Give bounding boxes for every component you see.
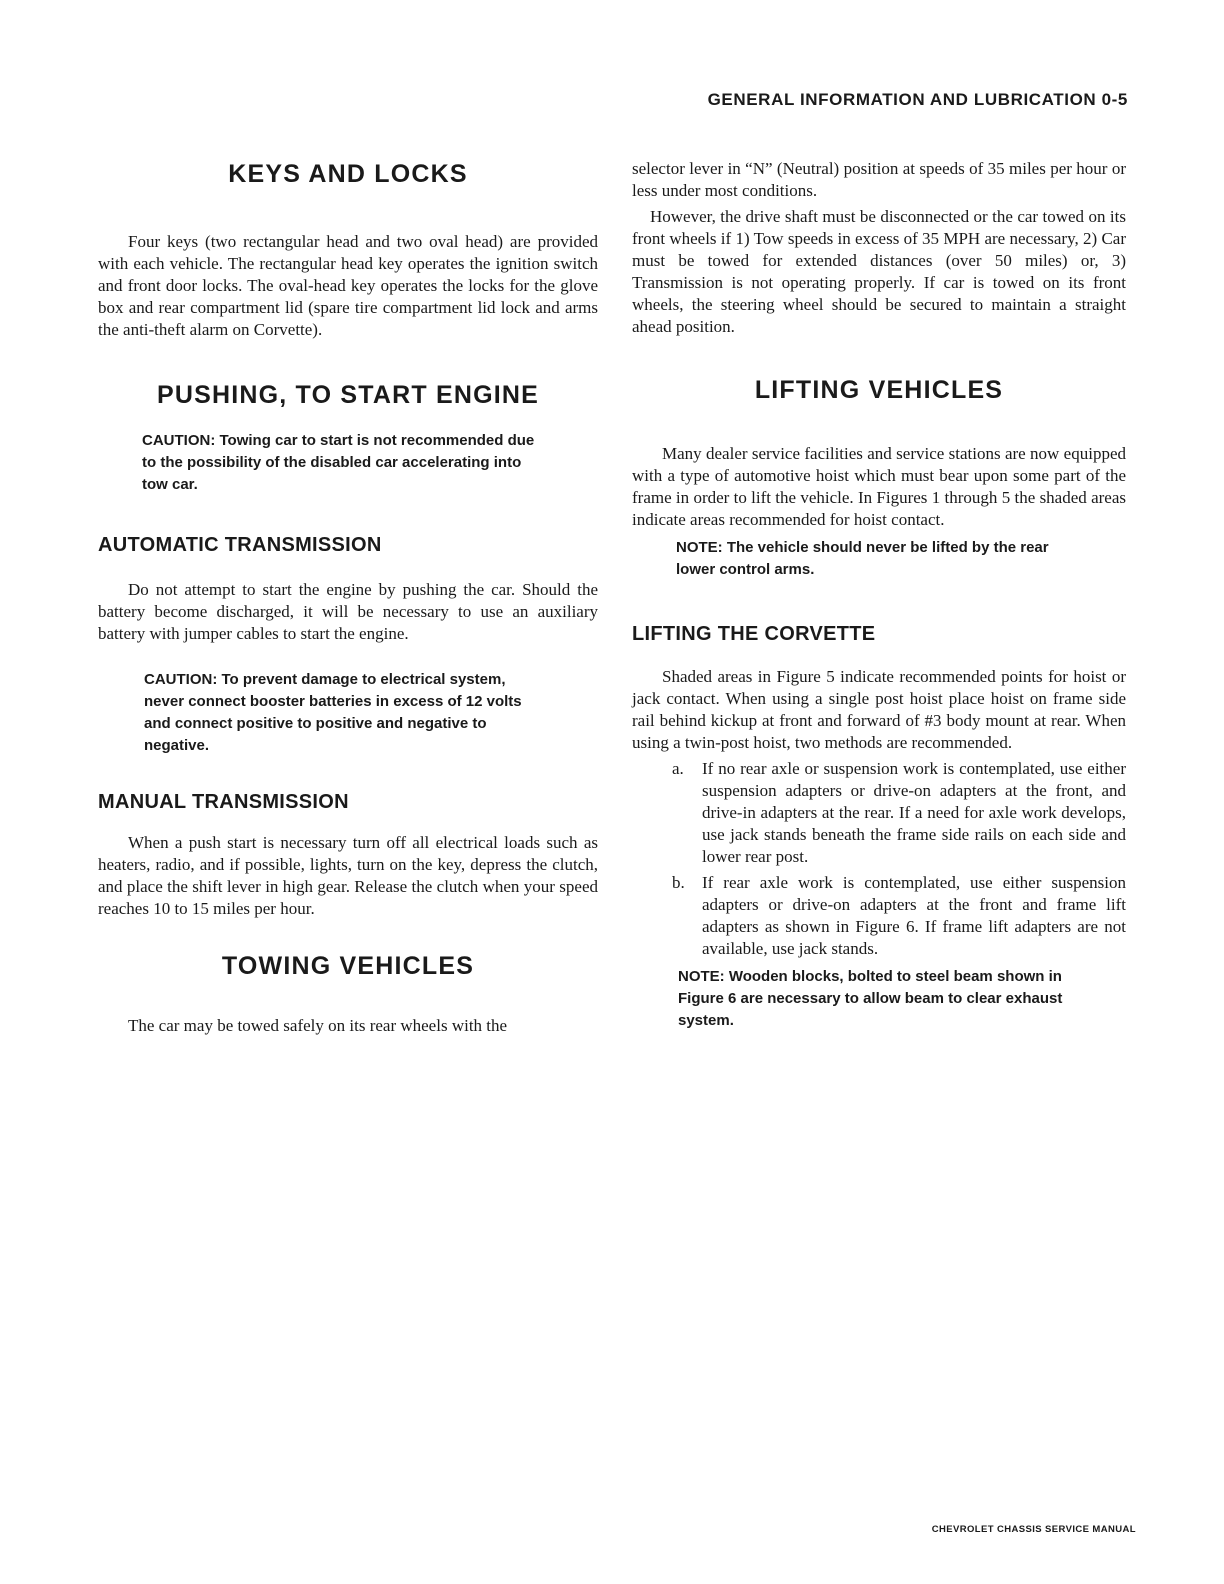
keys-and-locks-heading: KEYS AND LOCKS	[228, 160, 468, 188]
list-marker: b.	[672, 873, 685, 892]
lifting-vehicles-heading: LIFTING VEHICLES	[754, 376, 1004, 404]
automatic-transmission-caution	[144, 669, 548, 757]
lifting-vehicles-body: Many dealer service facilities and service stations are now equipped with a type of automotive hoist which must bear upon some part of the frame in order to lift the vehicle. In Figures 1 through 5 the shaded areas indicate areas recommended for hoist contact.	[632, 444, 1126, 529]
list-marker: a.	[672, 759, 684, 778]
pushing-caution	[142, 430, 548, 496]
running-header: GENERAL INFORMATION AND LUBRICATION 0-5	[707, 90, 1128, 109]
note-label: NOTE:	[678, 968, 725, 985]
manual-transmission-heading: MANUAL TRANSMISSION	[98, 791, 349, 813]
caution-label: CAUTION:	[142, 432, 216, 449]
caution-text: To prevent damage to electrical system, never connect booster batteries in excess of 12 volts and connect positive to positive and negative to negative.	[144, 671, 522, 754]
left-column	[98, 150, 598, 1037]
pushing-heading: PUSHING, TO START ENGINE	[156, 381, 540, 409]
lifting-note	[676, 537, 1086, 581]
right-column	[632, 150, 1126, 1032]
towing-vehicles-heading: TOWING VEHICLES	[221, 952, 475, 980]
caution-text: Towing car to start is not recommended due to the possibility of the disabled car accelerating into tow car.	[142, 432, 535, 493]
list-item	[632, 872, 1126, 960]
list-item-text: If rear axle work is contemplated, use either suspension adapters or drive-on adapters at the front and frame lift adapters as shown in Figure 6. If frame lift adapters are not available, use jack stands.	[702, 873, 1126, 958]
corvette-note	[678, 966, 1086, 1032]
keys-and-locks-body: Four keys (two rectangular head and two oval head) are provided with each vehicle. The rectangular head key operates the ignition switch and front door locks. The oval-head key operates the locks for the glove box and rear compartment lid (spare tire compartment lid lock and arms the anti-theft alarm on Corvette).	[98, 232, 598, 339]
lifting-methods-list	[632, 758, 1126, 960]
automatic-transmission-body: Do not attempt to start the engine by pushing the car. Should the battery become discharged, it will be necessary to use an auxiliary battery with jumper cables to start the engine.	[98, 580, 598, 643]
towing-vehicles-body: The car may be towed safely on its rear wheels with the	[128, 1016, 508, 1035]
list-item-text: If no rear axle or suspension work is contemplated, use either suspension adapters or drive-on adapters at the front, and drive-in adapters at the rear. If a need for axle work develops, use jack stands beneath the frame side rails on each side and lower rear post.	[702, 759, 1126, 866]
note-text: Wooden blocks, bolted to steel beam shown in Figure 6 are necessary to allow beam to clear exhaust system.	[678, 968, 1063, 1029]
note-label: NOTE:	[676, 539, 723, 556]
footer-manual-title: CHEVROLET CHASSIS SERVICE MANUAL	[931, 1524, 1136, 1535]
lifting-corvette-body: Shaded areas in Figure 5 indicate recommended points for hoist or jack contact. When using a single post hoist place hoist on frame side rail behind kickup at front and forward of #3 body mount at rear. When using a twin-post hoist, two methods are recommended.	[632, 667, 1126, 752]
caution-label: CAUTION:	[144, 671, 218, 688]
manual-transmission-body: When a push start is necessary turn off all electrical loads such as heaters, radio, and if possible, lights, turn on the key, depress the clutch, and place the shift lever in high gear. Release the clutch when your speed reaches 10 to 15 miles per hour.	[98, 833, 598, 918]
towing-continued-body: selector lever in “N” (Neutral) position at speeds of 35 miles per hour or less under most conditions.	[632, 159, 1126, 200]
automatic-transmission-heading: AUTOMATIC TRANSMISSION	[98, 534, 382, 556]
note-text: The vehicle should never be lifted by the rear lower control arms.	[676, 539, 1049, 578]
lifting-corvette-heading: LIFTING THE CORVETTE	[632, 623, 876, 645]
list-item	[632, 758, 1126, 868]
towing-drive-shaft-body: However, the drive shaft must be disconnected or the car towed on its front wheels if 1) Tow speeds in excess of 35 MPH are necessary, 2) Car must be towed for extended distances (over 50 miles) or, 3) Transmission is not operating properly. If car is towed on its front wheels, the steering wheel should be secured to maintain a straight ahead position.	[632, 207, 1126, 336]
